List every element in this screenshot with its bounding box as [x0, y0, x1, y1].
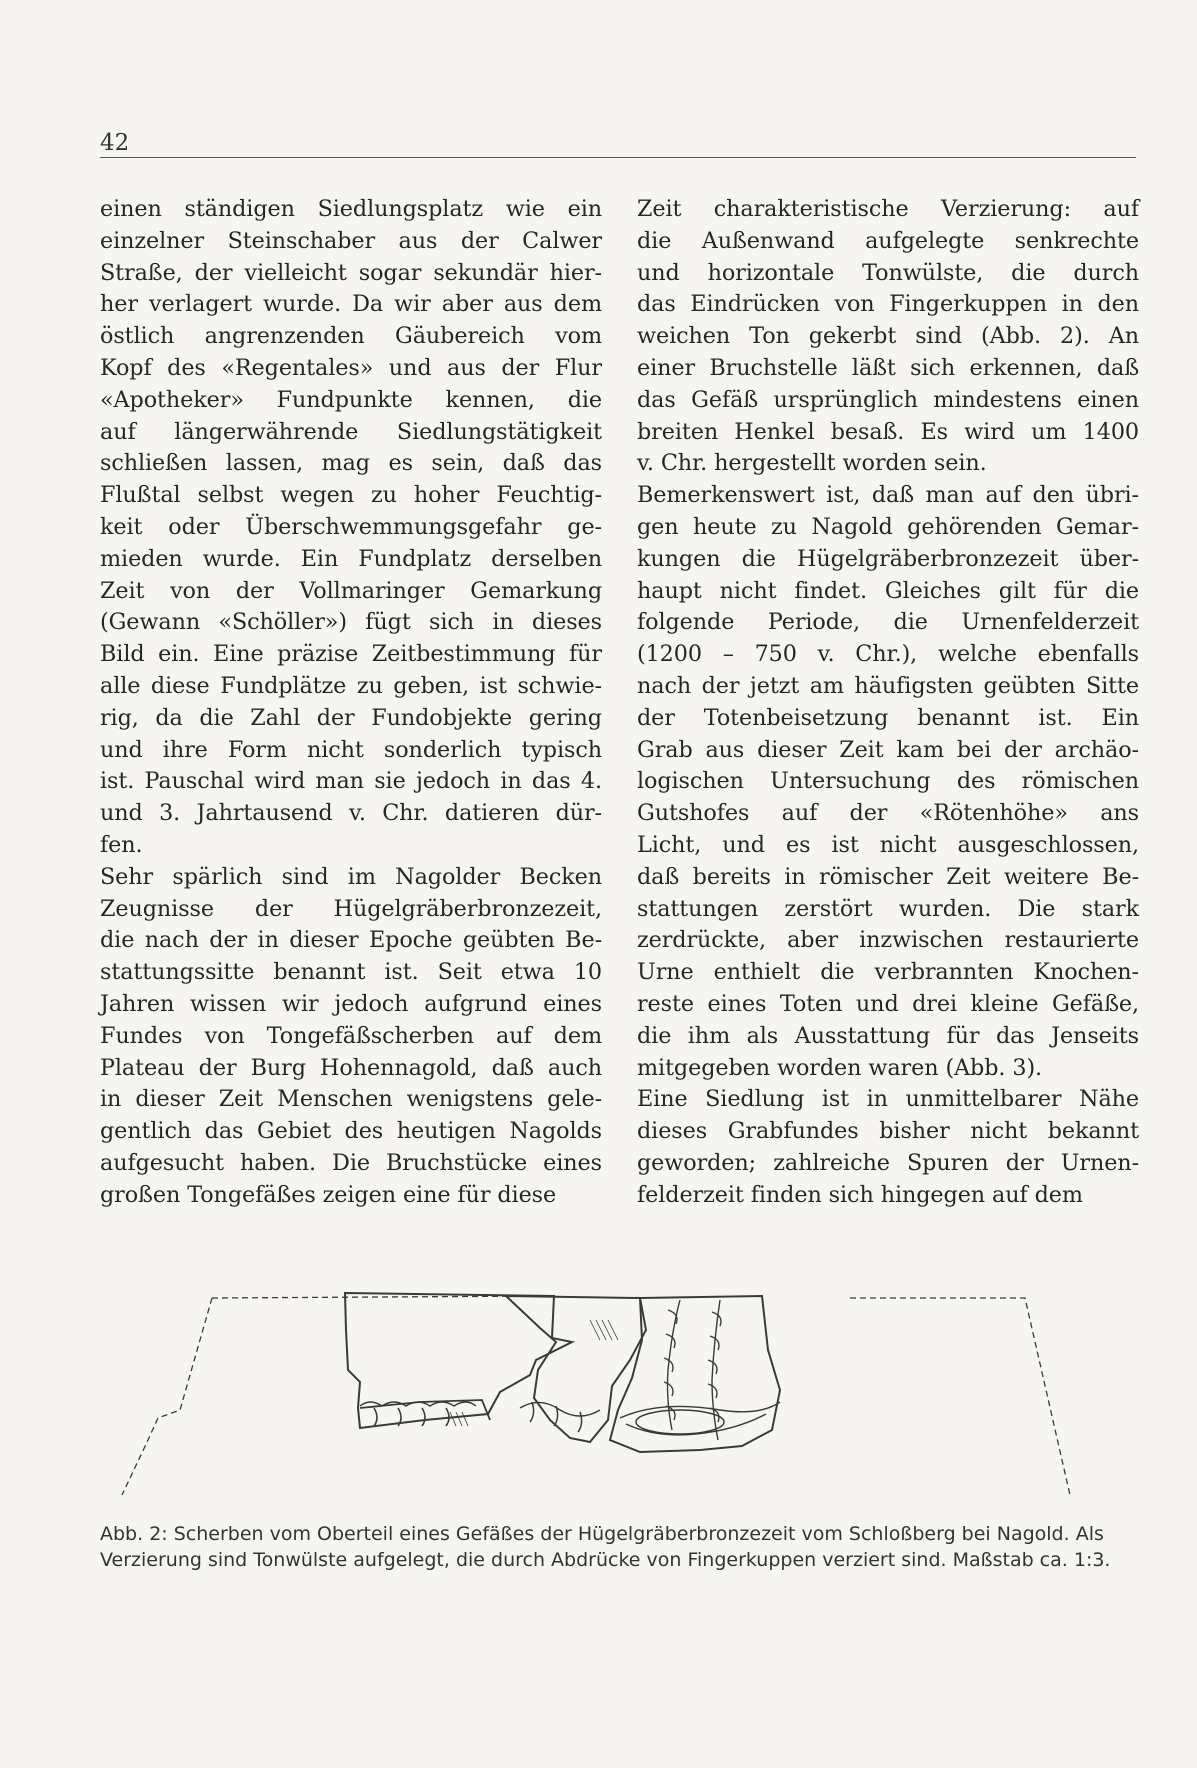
- right-column-line: einer Bruchstelle läßt sich erkennen, daß: [637, 354, 1139, 381]
- left-column-line: ist. Pauschal wird man sie jedoch in das 4.: [100, 768, 602, 795]
- right-column-line: Urne enthielt die verbrannten Knochen-: [637, 959, 1139, 986]
- right-column-line: (1200 – 750 v. Chr.), welche ebenfalls: [637, 641, 1139, 668]
- left-column-line: in dieser Zeit Menschen wenigstens gele-: [100, 1086, 602, 1113]
- right-column-line: felderzeit finden sich hingegen auf dem: [637, 1181, 1083, 1208]
- right-column-line: das Eindrücken von Fingerkuppen in den: [637, 291, 1139, 318]
- right-column-line: gen heute zu Nagold gehörenden Gemar-: [637, 513, 1139, 540]
- sherd-left: [345, 1293, 572, 1428]
- page-number: 42: [100, 130, 130, 156]
- left-column-line: rig, da die Zahl der Fundobjekte gering: [100, 704, 602, 731]
- figure-pottery-sherds: [120, 1290, 1140, 1510]
- right-column-line: Licht, und es ist nicht ausgeschlossen,: [637, 831, 1139, 858]
- right-column-line: dieses Grabfundes bisher nicht bekannt: [637, 1118, 1139, 1145]
- right-column-line: breiten Henkel besaß. Es wird um 1400: [637, 418, 1139, 445]
- left-column-line: Kopf des «Regentales» und aus der Flur: [100, 354, 602, 381]
- left-column-line: fen.: [100, 831, 143, 858]
- left-column-line: und ihre Form nicht sonderlich typisch: [100, 736, 602, 763]
- right-column-line: die Außenwand aufgelegte senkrechte: [637, 227, 1139, 254]
- right-column-line: geworden; zahlreiche Spuren der Urnen-: [637, 1149, 1139, 1176]
- left-column-line: Plateau der Burg Hohennagold, daß auch: [100, 1054, 602, 1081]
- pottery-sherds-drawing: [120, 1290, 1140, 1510]
- right-column-line: zerdrückte, aber inzwischen restaurierte: [637, 927, 1139, 954]
- left-column-line: her verlagert wurde. Da wir aber aus dem: [100, 291, 602, 318]
- right-column-line: Zeit charakteristische Verzierung: auf: [637, 196, 1139, 222]
- right-column-line: Bemerkenswert ist, daß man auf den übri-: [637, 482, 1139, 509]
- left-column-line: östlich angrenzenden Gäubereich vom: [100, 323, 602, 350]
- left-column-line: Fundes von Tongefäßscherben auf dem: [100, 1022, 602, 1049]
- figure-caption: Abb. 2: Scherben vom Oberteil eines Gefäßes der Hügelgräberbronzezeit vom Schloßberg bei Nagold. Als Verzierung sind Tonwülste aufgelegt, die durch Abdrücke von Fingerkuppen verziert sind. Maßstab ca. 1:3.: [100, 1523, 1111, 1571]
- right-column-line: daß bereits in römischer Zeit weitere Be-: [637, 863, 1139, 890]
- left-column-line: und 3. Jahrtausend v. Chr. datieren dür-: [100, 800, 602, 827]
- right-column-line: v. Chr. hergestellt worden sein.: [637, 450, 987, 477]
- left-column-line: Flußtal selbst wegen zu hoher Feuchtig-: [100, 482, 602, 509]
- left-column-line: gentlich das Gebiet des heutigen Nagolds: [100, 1118, 602, 1145]
- left-column-line: aufgesucht haben. Die Bruchstücke eines: [100, 1149, 602, 1176]
- left-column-line: einzelner Steinschaber aus der Calwer: [100, 227, 602, 254]
- left-column-line: die nach der in dieser Epoche geübten Be-: [100, 927, 602, 954]
- right-column-line: reste eines Toten und drei kleine Gefäße,: [637, 990, 1139, 1017]
- left-column-line: großen Tongefäßes zeigen eine für diese: [100, 1181, 557, 1208]
- header-rule: [100, 157, 1136, 158]
- right-column-line: und horizontale Tonwülste, die durch: [637, 259, 1139, 286]
- left-column-line: keit oder Überschwemmungsgefahr ge-: [100, 513, 602, 540]
- right-column-line: nach der jetzt am häufigsten geübten Sitte: [637, 672, 1139, 699]
- right-column-line: mitgegeben worden waren (Abb. 3).: [637, 1054, 1043, 1081]
- right-column-line: Gutshofes auf der «Rötenhöhe» ans: [637, 800, 1139, 827]
- right-column-line: logischen Untersuchung des römischen: [637, 768, 1139, 795]
- left-column-line: (Gewann «Schöller») fügt sich in dieses: [100, 609, 602, 636]
- right-column-line: Eine Siedlung ist in unmittelbarer Nähe: [637, 1086, 1139, 1113]
- right-column-line: die ihm als Ausstattung für das Jenseits: [637, 1022, 1139, 1049]
- left-column-line: Bild ein. Eine präzise Zeitbestimmung für: [100, 641, 602, 668]
- left-column-line: einen ständigen Siedlungsplatz wie ein: [100, 196, 602, 222]
- right-column-line: stattungen zerstört wurden. Die stark: [637, 895, 1139, 922]
- left-column-line: alle diese Fundplätze zu geben, ist schwie-: [100, 672, 602, 699]
- right-column-line: Grab aus dieser Zeit kam bei der archäo-: [637, 736, 1139, 763]
- right-column-line: das Gefäß ursprünglich mindestens einen: [637, 386, 1139, 413]
- sherd-middle: [506, 1296, 646, 1442]
- right-column-line: der Totenbeisetzung benannt ist. Ein: [637, 704, 1139, 731]
- left-column-line: mieden wurde. Ein Fundplatz derselben: [100, 545, 602, 572]
- left-column-line: stattungssitte benannt ist. Seit etwa 10: [100, 959, 602, 986]
- left-column-line: Straße, der vielleicht sogar sekundär hier-: [100, 259, 602, 286]
- left-column-line: «Apotheker» Fundpunkte kennen, die: [100, 386, 602, 413]
- left-column: [100, 194, 602, 1212]
- left-column-line: Zeit von der Vollmaringer Gemarkung: [100, 577, 602, 604]
- left-column-line: Sehr spärlich sind im Nagolder Becken: [100, 863, 602, 890]
- left-column-line: auf längerwährende Siedlungstätigkeit: [100, 418, 602, 445]
- right-column-line: weichen Ton gekerbt sind (Abb. 2). An: [637, 323, 1139, 350]
- left-column-line: schließen lassen, mag es sein, daß das: [100, 450, 602, 477]
- right-column-line: haupt nicht findet. Gleiches gilt für die: [637, 577, 1139, 604]
- right-column-line: kungen die Hügelgräberbronzezeit über-: [637, 545, 1139, 572]
- right-column: [637, 194, 1139, 1212]
- right-column-line: folgende Periode, die Urnenfelderzeit: [637, 609, 1139, 636]
- left-column-line: Jahren wissen wir jedoch aufgrund eines: [100, 990, 602, 1017]
- reconstruction-outline: [212, 1296, 550, 1298]
- left-column-line: Zeugnisse der Hügelgräberbronzezeit,: [100, 895, 602, 922]
